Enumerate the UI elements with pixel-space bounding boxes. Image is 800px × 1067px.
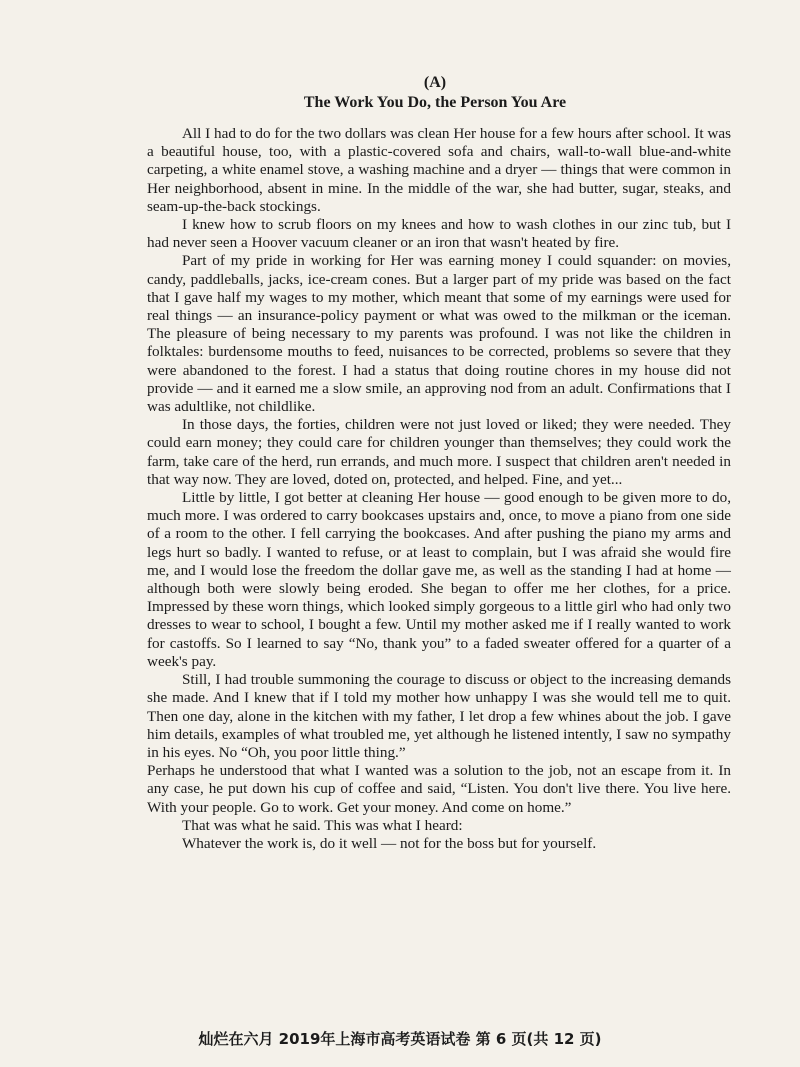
paragraph: I knew how to scrub floors on my knees and how to wash clothes in our zinc tub, but I had never seen a Hoover vacuum cleaner or an iron that wasn't heated by fire. xyxy=(147,216,731,252)
passage-body xyxy=(147,125,731,853)
paragraph: That was what he said. This was what I heard: xyxy=(181,816,463,834)
paragraph: Perhaps he understood that what I wanted was a solution to the job, not an escape from it. In any case, he put down his cup of coffee and said, “Listen. You don't live there. You live here. With your people. Go to work. Get your money. And come on home.” xyxy=(147,762,731,816)
section-label: (A) xyxy=(423,74,447,91)
paragraph: Little by little, I got better at cleaning Her house — good enough to be given more to do, much more. I was ordered to carry bookcases upstairs and, once, to move a piano from one side of a room to the other. I fell carrying the bookcases. And after pushing the piano my arms and legs hurt so badly. I wanted to refuse, or at least to complain, but I was afraid she would fire me, and I would lose the freedom the dollar gave me, as well as the standing I had at home — although both were slowly being eroded. She began to offer me her clothes, for a price. Impressed by these worn things, which looked simply gorgeous to a little girl who had only two dresses to wear to school, I bought a few. Until my mother asked me if I really wanted to work for castoffs. So I learned to say “No, thank you” to a faded sweater offered for a quarter of a week's pay. xyxy=(147,489,731,670)
paragraph: Still, I had trouble summoning the courage to discuss or object to the increasing demands she made. And I knew that if I told my mother how unhappy I was she would tell me to quit. Then one day, alone in the kitchen with my father, I let drop a few whines about the job. I gave him details, examples of what troubled me, yet although he listened intently, I saw no sympathy in his eyes. No “Oh, you poor little thing.” xyxy=(147,671,731,761)
page-footer: 灿烂在六月 2019年上海市高考英语试卷 第 6 页(共 12 页) xyxy=(198,1030,602,1048)
passage-title: The Work You Do, the Person You Are xyxy=(303,94,567,111)
paragraph: Part of my pride in working for Her was earning money I could squander: on movies, candy, paddleballs, jacks, ice-cream cones. But a larger part of my pride was based on the fact that I gave half my wages to my mother, which meant that some of my earnings were used for real things — an insurance-policy payment or what was owed to the milkman or the iceman. The pleasure of being necessary to my parents was profound. I was not like the children in folktales: burdensome mouths to feed, nuisances to be corrected, problems so severe that they were abandoned to the forest. I had a status that doing routine chores in my house did not provide — and it earned me a slow smile, an approving nod from an adult. Confirmations that I was adultlike, not childlike. xyxy=(147,252,731,416)
paragraph: Whatever the work is, do it well — not for the boss but for yourself. xyxy=(181,834,597,852)
paragraph: In those days, the forties, children were not just loved or liked; they were needed. They could earn money; they could care for children younger than themselves; they could work the farm, take care of the herd, run errands, and much more. I suspect that children aren't needed in that way now. They are loved, doted on, protected, and helped. Fine, and yet... xyxy=(147,416,731,488)
paragraph: All I had to do for the two dollars was clean Her house for a few hours after school. It was a beautiful house, too, with a plastic-covered sofa and chairs, wall-to-wall blue-and-white carpeting, a white enamel stove, a washing machine and a dryer — things that were common in Her neighborhood, absent in mine. In the middle of the war, she had butter, sugar, steaks, and seam-up-the-back stockings. xyxy=(147,125,731,215)
